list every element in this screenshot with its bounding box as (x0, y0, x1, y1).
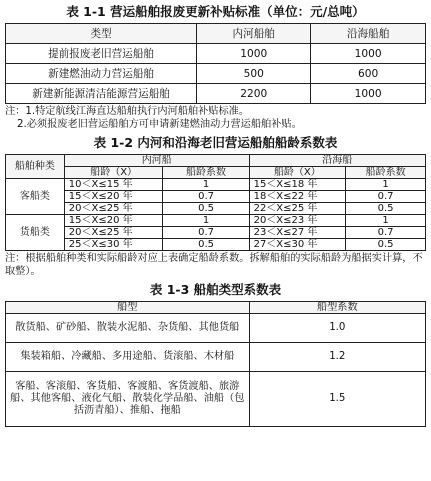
table-subheader-row (6, 167, 426, 179)
table1-note-1: 注：1.特定航线江海直达船舶执行内河船舶补贴标准。 (5, 106, 250, 117)
cell-inland-age: 20＜X≤25 年 (64, 203, 163, 215)
cell-coastal: 1000 (311, 44, 426, 64)
cell-inland-coef: 0.7 (163, 227, 249, 239)
cell-coastal-coef: 1 (346, 179, 426, 191)
cell-coastal-coef: 0.5 (346, 239, 426, 251)
table-row (6, 227, 426, 239)
cell-inland-coef: 1 (163, 179, 249, 191)
cell-coastal: 1000 (311, 84, 426, 104)
cell-ship-model: 客船、客滚船、客货船、客渡船、客货渡船、旅游船、其他客船、液化气船、散装化学品船、油船（包括沥青船）、推船、拖船 (6, 372, 250, 427)
table-header-row (6, 24, 426, 44)
cell-inland: 1000 (197, 44, 311, 64)
subheader-coastal-coef: 船龄系数 (346, 167, 426, 179)
cell-type: 提前报废老旧营运船舶 (6, 44, 197, 64)
table-row (6, 314, 426, 343)
table-row (6, 343, 426, 372)
cell-inland-age: 15＜X≤20 年 (64, 215, 163, 227)
subheader-coastal-age: 船龄（X） (249, 167, 346, 179)
cell-coastal-age: 20＜X≤23 年 (249, 215, 346, 227)
header-inland-ship: 内河船 (64, 155, 249, 167)
cell-inland: 2200 (197, 84, 311, 104)
cell-ship-model: 散货船、矿砂船、散装水泥船、杂货船、其他货船 (6, 314, 250, 343)
table-header-row (6, 155, 426, 167)
table-row (6, 64, 426, 84)
cell-coastal: 600 (311, 64, 426, 84)
group-label-passenger: 客船类 (6, 179, 65, 215)
cell-inland-age: 15＜X≤20 年 (64, 191, 163, 203)
cell-inland-age: 25＜X≤30 年 (64, 239, 163, 251)
header-coastal: 沿海船舶 (311, 24, 426, 44)
table-row (6, 84, 426, 104)
header-inland: 内河船舶 (197, 24, 311, 44)
cell-coastal-coef: 0.7 (346, 191, 426, 203)
subheader-inland-age: 船龄（X） (64, 167, 163, 179)
header-ship-model: 船型 (6, 302, 250, 314)
group-label-cargo: 货船类 (6, 215, 65, 251)
header-ship-type: 船舶种类 (6, 155, 65, 179)
cell-coastal-age: 22＜X≤25 年 (249, 203, 346, 215)
table2-title: 表 1-2 内河和沿海老旧营运船舶船龄系数表 (93, 135, 338, 150)
cell-coastal-age: 15＜X≤18 年 (249, 179, 346, 191)
subsidy-standard-table (5, 23, 426, 104)
table2-note: 注：根据船舶种类和实际船龄对应上表确定船龄系数。拆解船舶的实际船龄为船据实计算，不取整）。 (5, 253, 423, 277)
cell-coastal-age: 18＜X≤22 年 (249, 191, 346, 203)
cell-type: 新建新能源清洁能源营运船舶 (6, 84, 197, 104)
table-header-row (6, 302, 426, 314)
table1-note-2: 2.必须报废老旧营运船舶方可申请新建燃油动力营运船舶补贴。 (17, 118, 302, 130)
table-row (6, 44, 426, 64)
table-row (6, 215, 426, 227)
cell-inland: 500 (197, 64, 311, 84)
cell-inland-coef: 0.5 (163, 203, 249, 215)
table-row (6, 203, 426, 215)
cell-type: 新建燃油动力营运船舶 (6, 64, 197, 84)
cell-coastal-coef: 0.7 (346, 227, 426, 239)
table1-title: 表 1-1 营运船舶报废更新补贴标准（单位：元/总吨） (66, 4, 365, 19)
cell-coastal-age: 27＜X≤30 年 (249, 239, 346, 251)
table1-notes (5, 106, 426, 131)
cell-inland-coef: 1 (163, 215, 249, 227)
header-ship-model-coef: 船型系数 (249, 302, 425, 314)
cell-inland-coef: 0.7 (163, 191, 249, 203)
ship-age-coefficient-table (5, 154, 426, 251)
header-type: 类型 (6, 24, 197, 44)
cell-coastal-age: 23＜X≤27 年 (249, 227, 346, 239)
cell-inland-age: 10＜X≤15 年 (64, 179, 163, 191)
table-row (6, 239, 426, 251)
cell-ship-model-coef: 1.0 (249, 314, 425, 343)
ship-type-coefficient-table (5, 301, 426, 427)
cell-coastal-coef: 1 (346, 215, 426, 227)
table-row (6, 191, 426, 203)
cell-inland-coef: 0.5 (163, 239, 249, 251)
cell-coastal-coef: 0.5 (346, 203, 426, 215)
header-coastal-ship: 沿海船 (249, 155, 425, 167)
table3-title: 表 1-3 船舶类型系数表 (149, 282, 282, 297)
cell-inland-age: 20＜X≤25 年 (64, 227, 163, 239)
subheader-inland-coef: 船龄系数 (163, 167, 249, 179)
table-row (6, 179, 426, 191)
cell-ship-model-coef: 1.2 (249, 343, 425, 372)
cell-ship-model: 集装箱船、冷藏船、多用途船、货滚船、木材船 (6, 343, 250, 372)
cell-ship-model-coef: 1.5 (249, 372, 425, 427)
table-row (6, 372, 426, 427)
